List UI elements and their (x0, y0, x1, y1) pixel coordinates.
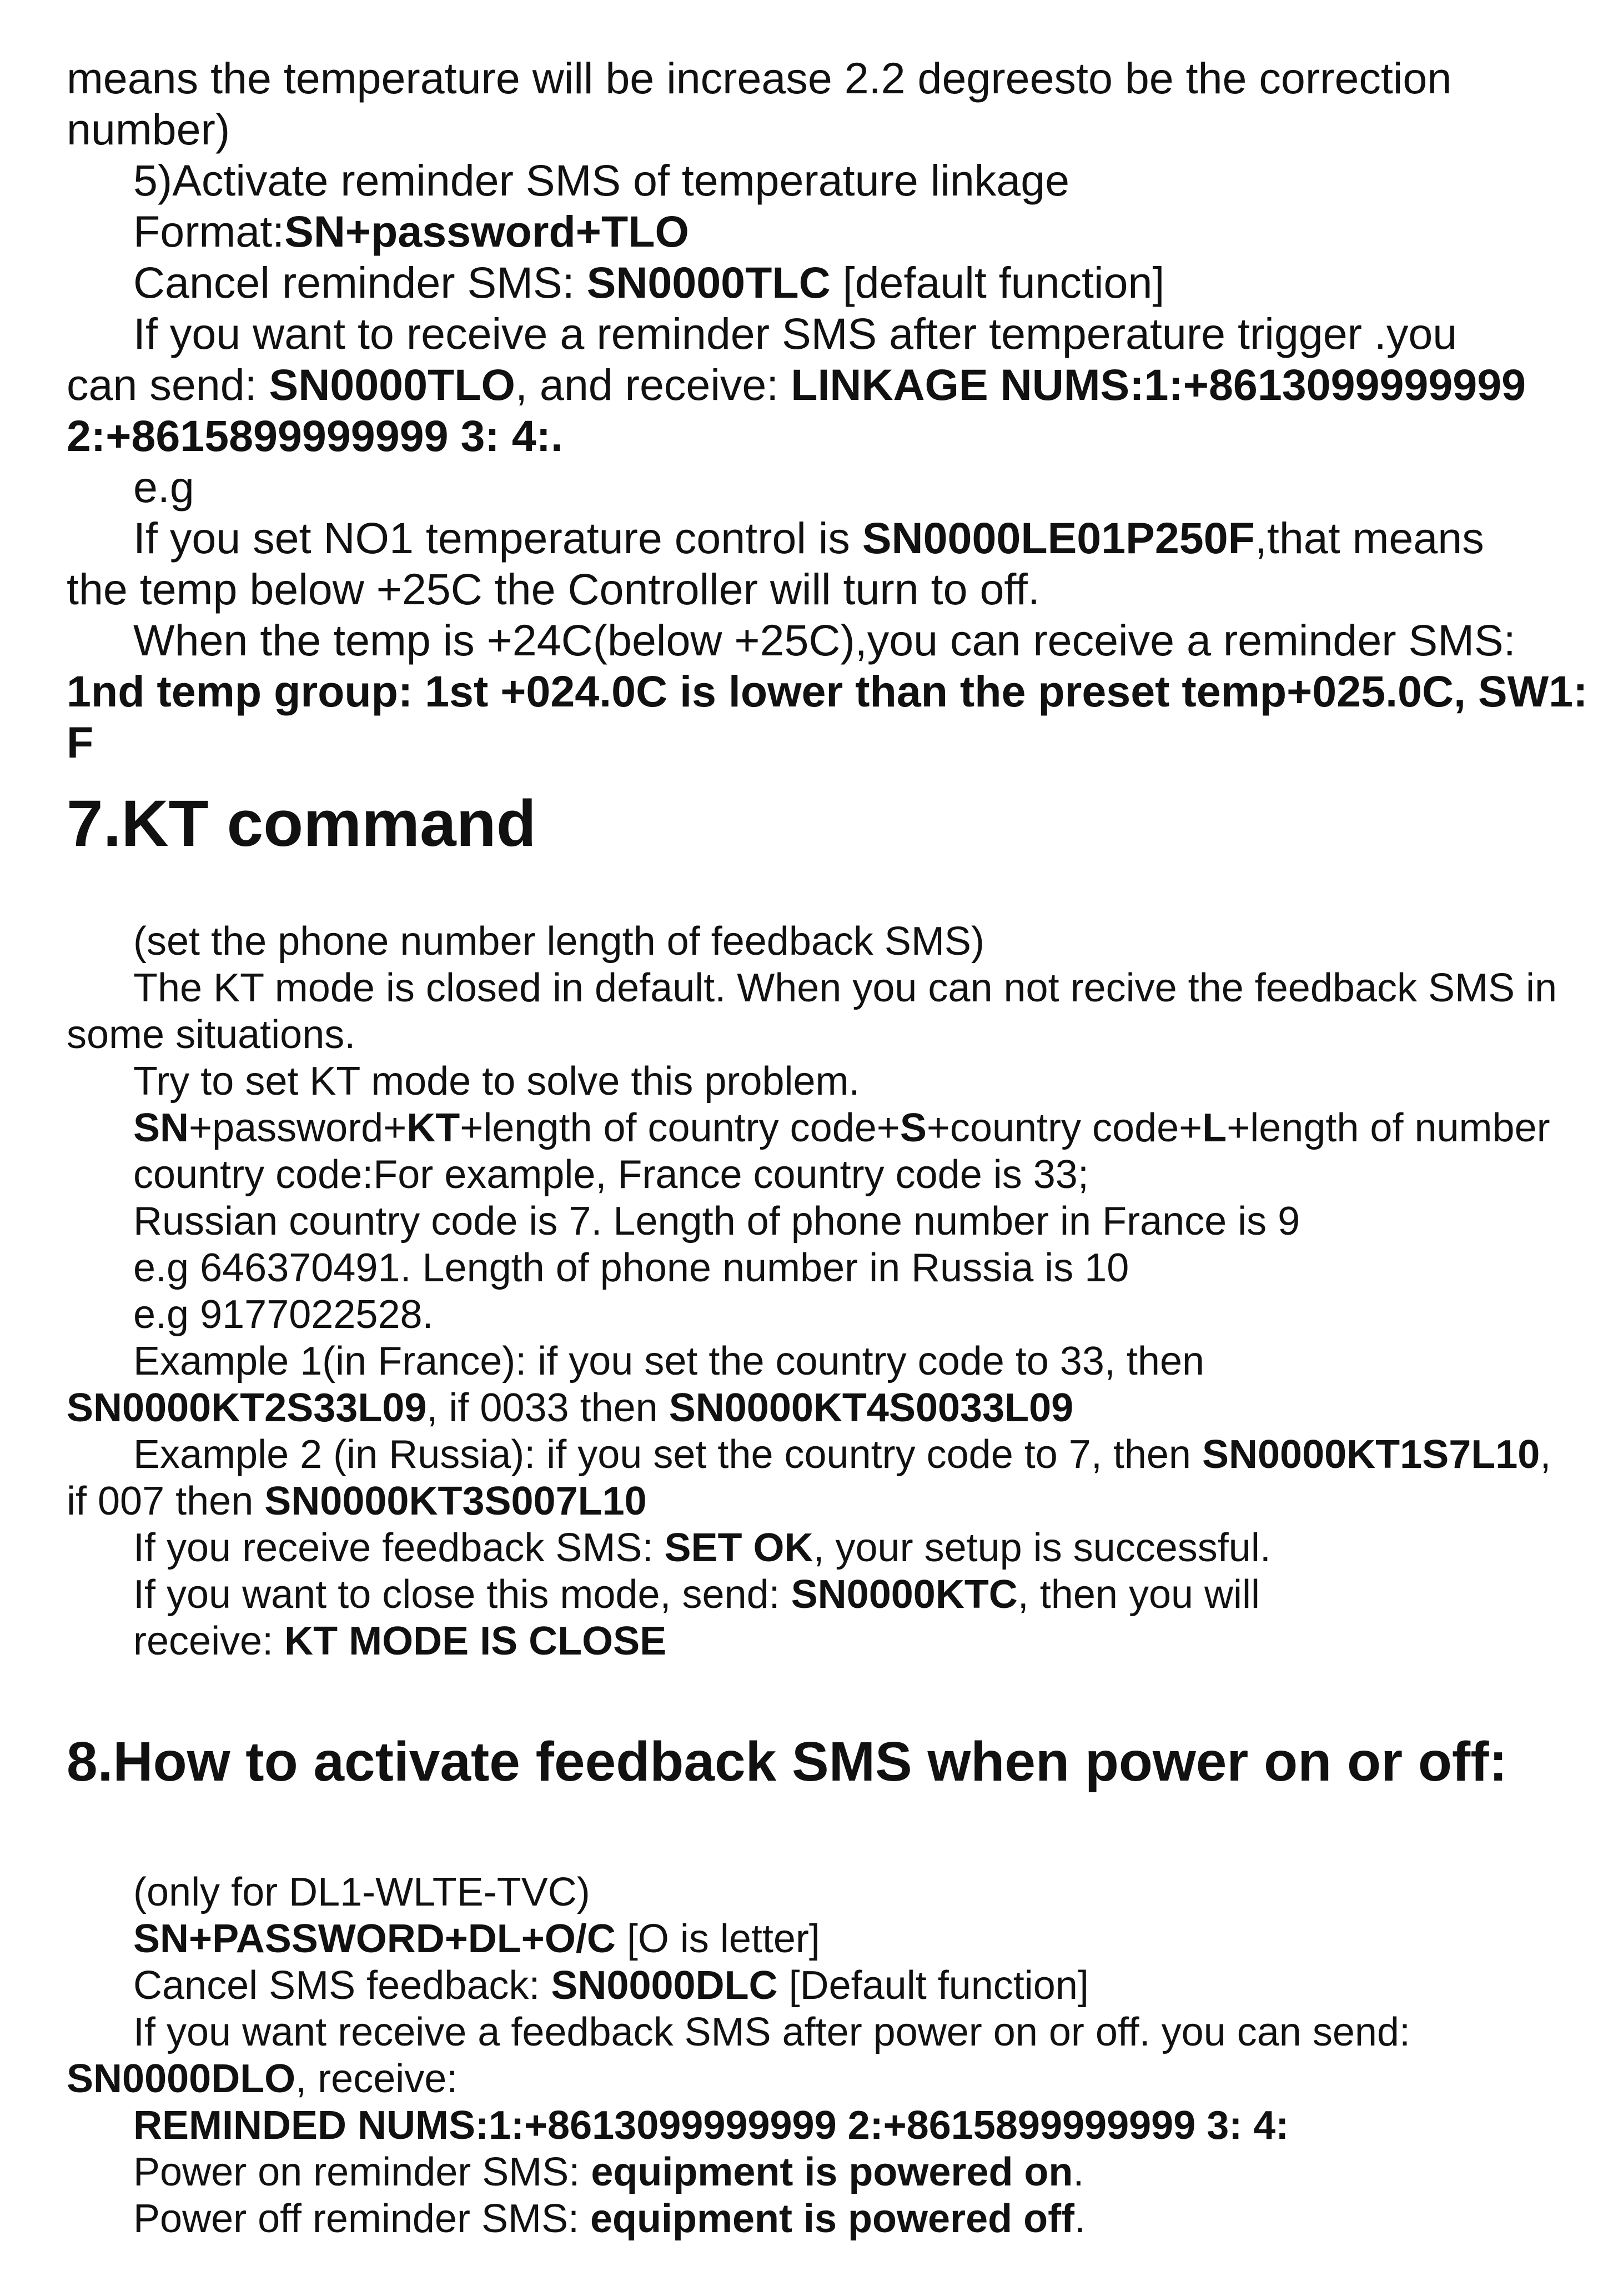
reminder-message-1: 1nd temp group: 1st +024.0C is lower than the preset temp+025.0C, SW1: (67, 666, 1588, 716)
kt-ok-suffix: , your setup is successful. (813, 1526, 1271, 1570)
send-command: SN0000TLO (269, 360, 515, 409)
kt-example-1-command-1: SN0000KT2S33L09 (67, 1386, 427, 1430)
cancel-note: [default function] (830, 258, 1165, 307)
cancel-line (67, 257, 1566, 308)
receive-label: , and receive: (515, 360, 791, 409)
set-line-2: the temp below +25C the Controller will turn to off. (67, 564, 1040, 614)
kt-example-2-text: Example 2 (in Russia): if you set the country code to 7, then (133, 1432, 1202, 1477)
kt-close-command: SN0000KTC (791, 1572, 1018, 1617)
kt-example-2-command-2: SN0000KT3S007L10 (264, 1479, 647, 1523)
dl-power-off-line (67, 2195, 1566, 2242)
kt-country-code-1: country code:For example, France country code is 33; (133, 1152, 1089, 1197)
send-label: can send: (67, 360, 269, 409)
format-line (67, 206, 1566, 257)
kt-format-kt: KT (406, 1106, 460, 1150)
kt-country-code-4: e.g 9177022528. (133, 1292, 434, 1337)
dl-power-off-message: equipment is powered off (590, 2197, 1075, 2241)
dl-send-line (67, 2056, 1566, 2102)
kt-example-2-command-1: SN0000KT1S7L10 (1202, 1432, 1540, 1477)
eg-label: e.g (133, 462, 194, 512)
kt-example-1-line-1: Example 1(in France): if you set the country code to 33, then (133, 1339, 1205, 1383)
dl-cancel-note: [Default function] (777, 1963, 1089, 2008)
kt-ok-text: If you receive feedback SMS: (133, 1526, 665, 1570)
dl-only-line: (only for DL1-WLTE-TVC) (133, 1870, 590, 1914)
kt-format-line (67, 1105, 1566, 1151)
section-7-heading: 7.KT command (67, 787, 536, 860)
when-line: When the temp is +24C(below +25C),you can receive a reminder SMS: (133, 615, 1516, 665)
kt-example-1-line-2 (67, 1385, 1566, 1431)
receive-message-1: LINKAGE NUMS:1:+8613099999999 (791, 360, 1526, 409)
kt-format-text-1: +password+ (189, 1106, 407, 1150)
kt-para-1b: some situations. (67, 1012, 356, 1057)
reminder-line-2 (67, 717, 1566, 768)
kt-receive-message: KT MODE IS CLOSE (284, 1619, 667, 1663)
dl-reminded-line (67, 2102, 1566, 2149)
reminder-line-1 (67, 666, 1588, 717)
kt-format-s: S (900, 1106, 927, 1150)
kt-example-2-mid: if 007 then (67, 1479, 265, 1523)
dl-power-off-end: . (1074, 2197, 1086, 2241)
dl-power-off-text: Power off reminder SMS: (133, 2197, 590, 2241)
cancel-command: SN0000TLC (586, 258, 831, 307)
kt-para-1a: The KT mode is closed in default. When you can not recive the feedback SMS in (133, 966, 1557, 1010)
kt-example-2-line-1 (67, 1431, 1566, 1478)
dl-want-line: If you want receive a feedback SMS after power on or off. you can send: (133, 2010, 1410, 2054)
dl-send-command: SN0000DLO (67, 2057, 296, 2101)
dl-format-command: SN+PASSWORD+DL+O/C (133, 1917, 616, 1961)
cancel-label: Cancel reminder SMS: (133, 258, 587, 307)
dl-cancel-command: SN0000DLC (551, 1963, 778, 2008)
section-8-heading: 8.How to activate feedback SMS when power on or off: (67, 1731, 1508, 1793)
kt-format-sn: SN (133, 1106, 189, 1150)
dl-format-line (67, 1916, 1566, 1962)
kt-example-1-mid: , if 0033 then (426, 1386, 669, 1430)
receive-message-2: 2:+8615899999999 3: 4:. (67, 411, 563, 460)
format-label: Format: (133, 207, 285, 256)
kt-country-code-3: e.g 646370491. Length of phone number in Russia is 10 (133, 1246, 1129, 1290)
kt-example-2-line-2 (67, 1478, 1566, 1525)
dl-power-on-end: . (1073, 2150, 1084, 2194)
dl-power-on-text: Power on reminder SMS: (133, 2150, 591, 2194)
dl-format-note: [O is letter] (615, 1917, 820, 1961)
kt-example-2-comma: , (1540, 1432, 1551, 1477)
dl-power-on-message: equipment is powered on (591, 2150, 1073, 2194)
kt-ok-line (67, 1525, 1566, 1571)
send-line (67, 359, 1566, 410)
kt-subtitle: (set the phone number length of feedback SMS) (133, 919, 984, 964)
kt-close-line (67, 1571, 1566, 1618)
set-suffix: ,that means (1254, 513, 1484, 563)
kt-para-2: Try to set KT mode to solve this problem. (133, 1059, 860, 1104)
if-line: If you want to receive a reminder SMS after temperature trigger .you (133, 309, 1458, 358)
dl-power-on-line (67, 2149, 1566, 2195)
dl-cancel-text: Cancel SMS feedback: (133, 1963, 551, 2008)
set-line (67, 513, 1566, 564)
kt-close-suffix: , then you will (1017, 1572, 1260, 1617)
reminder-message-2: F (67, 718, 94, 767)
kt-ok-message: SET OK (664, 1526, 813, 1570)
intro-line-2: number) (67, 104, 230, 154)
kt-receive-text: receive: (133, 1619, 285, 1663)
intro-section (67, 53, 1588, 768)
dl-reminded-message: REMINDED NUMS:1:+8613099999999 2:+8615899999999 3: 4: (133, 2103, 1289, 2148)
dl-cancel-line (67, 1962, 1566, 2009)
kt-format-l: L (1202, 1106, 1227, 1150)
set-command: SN0000LE01P250F (862, 513, 1255, 563)
kt-format-text-4: +length of number (1227, 1106, 1550, 1150)
section-7 (67, 918, 1566, 1665)
section-8 (67, 1869, 1566, 2242)
document-page (67, 53, 1588, 2242)
kt-format-text-2: +length of country code+ (460, 1106, 900, 1150)
kt-close-text: If you want to close this mode, send: (133, 1572, 791, 1617)
set-prefix: If you set NO1 temperature control is (133, 513, 862, 563)
kt-country-code-2: Russian country code is 7. Length of phone number in France is 9 (133, 1199, 1300, 1244)
dl-send-suffix: , receive: (295, 2057, 458, 2101)
item5-title: 5)Activate reminder SMS of temperature linkage (133, 156, 1070, 205)
format-command: SN+password+TLO (284, 207, 689, 256)
kt-format-text-3: +country code+ (926, 1106, 1203, 1150)
receive-message-line-2 (67, 410, 1566, 462)
kt-example-1-command-2: SN0000KT4S0033L09 (669, 1386, 1074, 1430)
intro-line-1: means the temperature will be increase 2.2 degreesto be the correction (67, 53, 1452, 103)
kt-receive-line (67, 1618, 1566, 1665)
